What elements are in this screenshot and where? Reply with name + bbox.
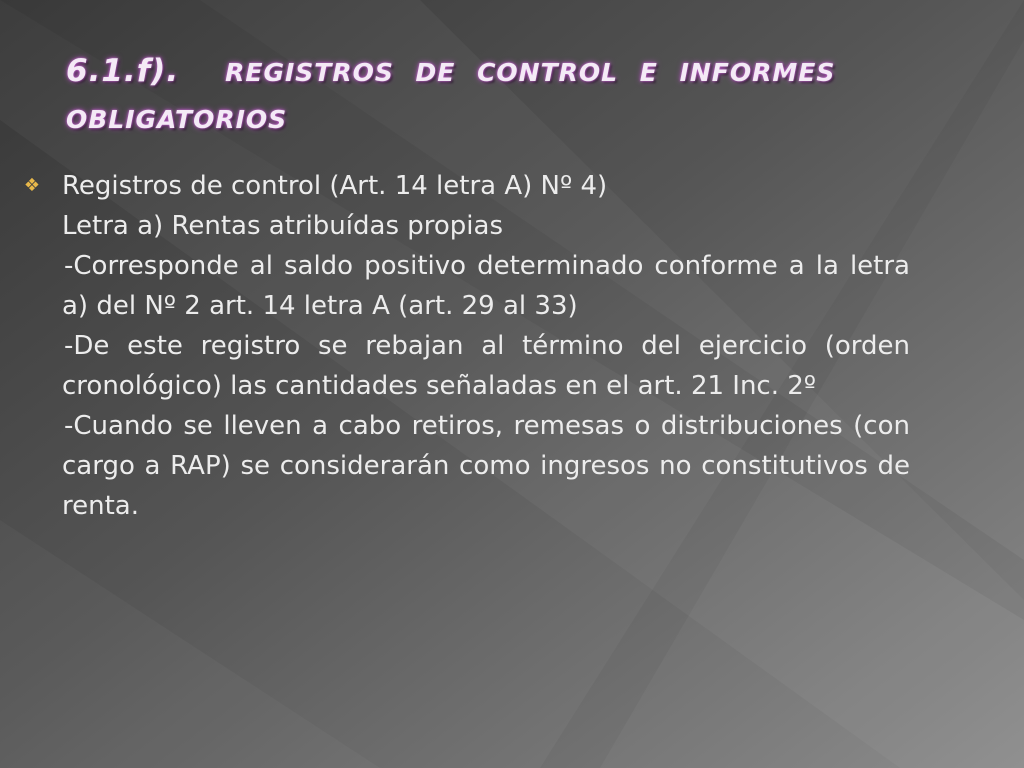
title-number: 6.1.f). xyxy=(66,53,180,89)
diamond-bullet-icon: ❖ xyxy=(23,175,41,196)
slide-body xyxy=(23,166,910,526)
bullet-text: Registros de control (Art. 14 letra A) Nº 4) xyxy=(62,171,608,201)
title-text: REGISTROS DE CONTROL E INFORMES OBLIGATORIOS xyxy=(66,58,836,134)
body-paragraph: -Corresponde al saldo positivo determinado conforme a la letra a) del Nº 2 art. 14 letra A (art. 29 al 33) xyxy=(62,251,910,321)
bullet-item xyxy=(23,166,910,206)
body-paragraph: -Cuando se lleven a cabo retiros, remesas o distribuciones (con cargo a RAP) se considerarán como ingresos no constitutivos de renta. xyxy=(62,411,910,521)
body-paragraph: -De este registro se rebajan al término del ejercicio (orden cronológico) las cantidades señaladas en el art. 21 Inc. 2º xyxy=(62,331,910,401)
slide-title xyxy=(66,48,966,142)
subheading-text: Letra a) Rentas atribuídas propias xyxy=(62,211,503,241)
